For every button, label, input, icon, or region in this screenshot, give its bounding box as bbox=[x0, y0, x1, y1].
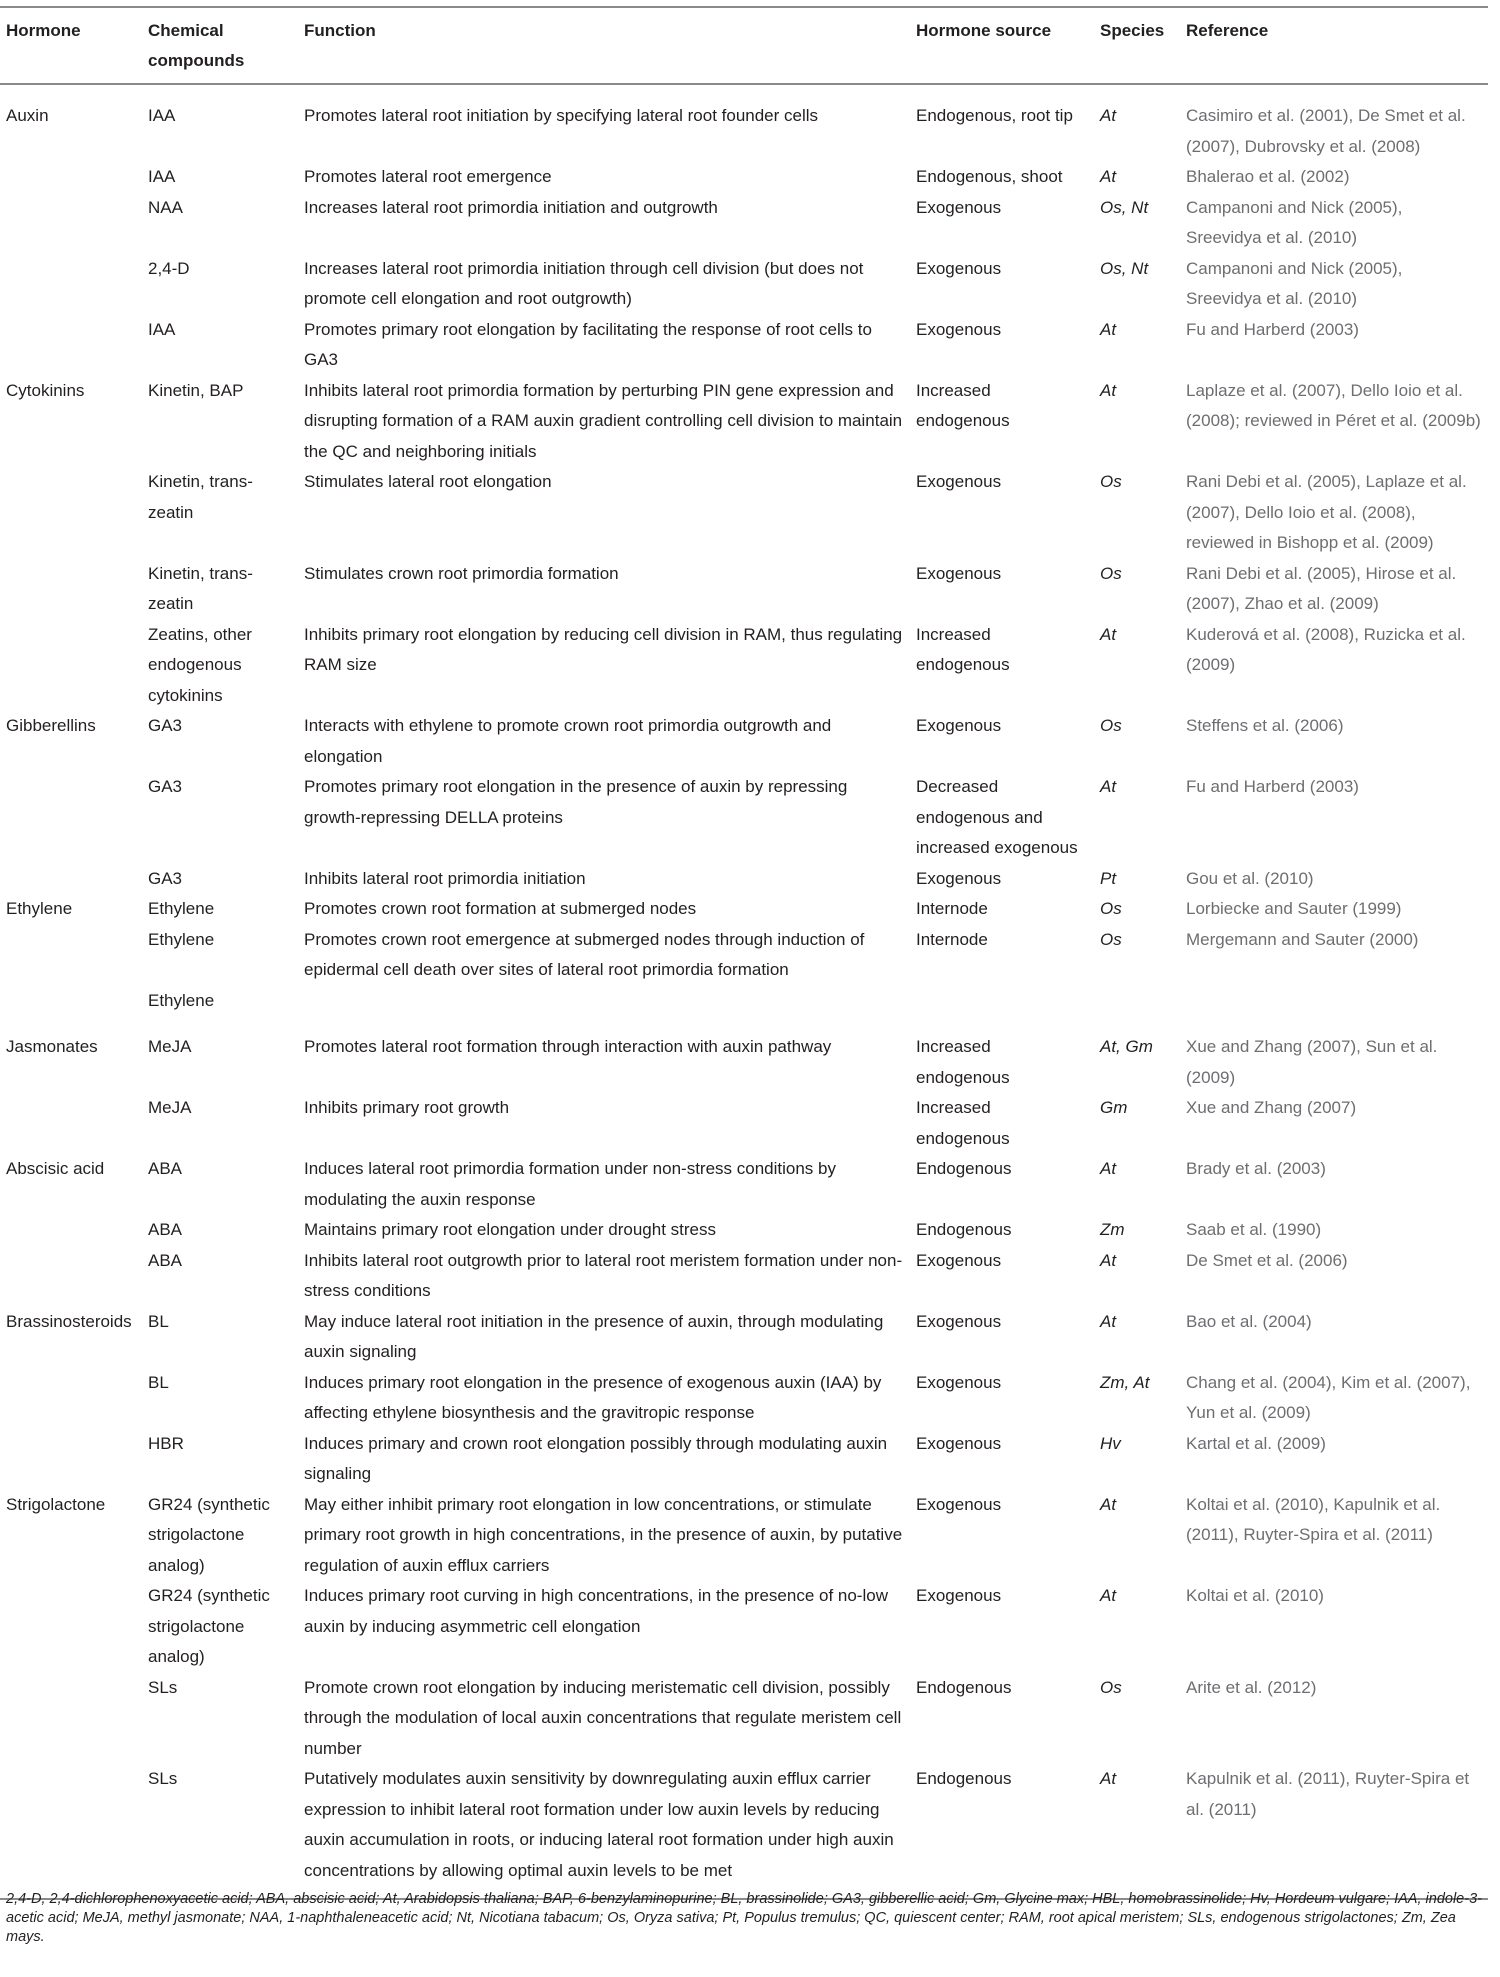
function-cell: Putatively modulates auxin sensitivity by downregulating auxin efflux carrier expression to inhibit lateral root formation under low auxin levels by reducing auxin accumulation in roots, or inducing lateral root formation under high auxin concentrations by allowing optimal auxin levels to be met bbox=[304, 1769, 894, 1880]
function-cell bbox=[298, 986, 910, 1017]
source-cell: Endogenous bbox=[916, 1677, 1012, 1697]
source-cell: Exogenous bbox=[916, 1433, 1002, 1453]
hormone-cell bbox=[0, 772, 142, 864]
reference-cell: Chang et al. (2004), Kim et al. (2007), Yun et al. (2009) bbox=[1186, 1372, 1471, 1422]
hormone-cell bbox=[0, 1764, 142, 1899]
compound-cell: Kinetin, trans-zeatin bbox=[148, 563, 253, 613]
hormone-cell bbox=[0, 925, 142, 986]
hormone-cell: Strigolactone bbox=[6, 1494, 106, 1514]
function-cell: May induce lateral root initiation in the presence of auxin, through modulating auxin signaling bbox=[304, 1311, 884, 1361]
compound-cell: GR24 (synthetic strigolactone analog) bbox=[148, 1494, 270, 1575]
source-cell: Exogenous bbox=[916, 1494, 1002, 1514]
compound-cell: IAA bbox=[148, 106, 176, 125]
hormone-cell bbox=[0, 467, 142, 559]
table-row bbox=[0, 559, 1488, 620]
compound-cell: Kinetin, trans-zeatin bbox=[148, 472, 253, 522]
table-row bbox=[0, 620, 1488, 712]
source-cell: Internode bbox=[916, 899, 988, 918]
source-cell: Exogenous bbox=[916, 258, 1002, 278]
hormone-cell bbox=[0, 1215, 142, 1246]
compound-cell: GR24 (synthetic strigolactone analog) bbox=[148, 1586, 270, 1666]
hormone-cell: Cytokinins bbox=[6, 380, 85, 400]
reference-cell: Lorbiecke and Sauter (1999) bbox=[1186, 899, 1402, 918]
species-cell: At bbox=[1100, 624, 1117, 644]
species-cell: Zm bbox=[1100, 1220, 1125, 1239]
header-reference: Reference bbox=[1186, 21, 1269, 40]
function-cell: Promotes primary root elongation by facilitating the response of root cells to GA3 bbox=[304, 319, 872, 369]
table-row bbox=[0, 1154, 1488, 1215]
function-cell: Stimulates crown root primordia formation bbox=[304, 563, 619, 583]
species-cell: Os bbox=[1100, 929, 1122, 949]
table-row bbox=[0, 772, 1488, 864]
table-row bbox=[0, 84, 1488, 162]
table-footnote: 2,4-D, 2,4-dichlorophenoxyacetic acid; ABA, abscisic acid; At, Arabidopsis thaliana; BAP, 6-benzylaminopurine; BL, brassinolide; GA3, gibberellic acid; Gm, Glycine max; HBL, homobrassinolide; Hv, Hordeum vulgare; IAA, indole-3-acetic acid; MeJA, methyl jasmonate; NAA, 1-naphthaleneacetic acid; Nt, Nicotiana tabacum; Os, Oryza sativa; Pt, Populus tremulus; QC, quiescent center; RAM, root apical meristem; SLs, endogenous strigolactones; Zm, Zea mays. bbox=[6, 1891, 1482, 1945]
compound-cell: GA3 bbox=[148, 868, 183, 888]
table-row bbox=[0, 894, 1488, 925]
reference-cell: Rani Debi et al. (2005), Laplaze et al. (2007), Dello Ioio et al. (2008), reviewed in Bishopp et al. (2009) bbox=[1186, 472, 1467, 552]
hormone-cell bbox=[0, 986, 142, 1017]
table-row bbox=[0, 925, 1488, 986]
compound-cell: IAA bbox=[148, 319, 176, 339]
function-cell: Maintains primary root elongation under drought stress bbox=[304, 1220, 716, 1239]
hormone-cell: Gibberellins bbox=[6, 716, 96, 735]
species-cell: Zm, At bbox=[1100, 1372, 1150, 1392]
header-species: Species bbox=[1100, 21, 1165, 40]
reference-cell: Fu and Harberd (2003) bbox=[1186, 777, 1359, 796]
hormone-cell bbox=[0, 559, 142, 620]
function-cell: Promotes lateral root initiation by specifying lateral root founder cells bbox=[304, 106, 819, 125]
function-cell: Promotes lateral root formation through interaction with auxin pathway bbox=[304, 1037, 832, 1056]
function-cell: Increases lateral root primordia initiation and outgrowth bbox=[304, 197, 718, 217]
table-row bbox=[0, 315, 1488, 376]
compound-cell: HBR bbox=[148, 1433, 184, 1453]
source-cell: Decreased endogenous and increased exogenous bbox=[916, 777, 1078, 857]
hormone-cell bbox=[0, 620, 142, 712]
species-cell: Os bbox=[1100, 1677, 1122, 1697]
species-cell: At bbox=[1100, 1494, 1117, 1514]
species-cell: Os bbox=[1100, 716, 1122, 735]
compound-cell: IAA bbox=[148, 167, 176, 186]
species-cell: Os bbox=[1100, 899, 1122, 918]
compound-cell: 2,4-D bbox=[148, 258, 190, 278]
source-cell: Internode bbox=[916, 929, 988, 949]
species-cell: Gm bbox=[1100, 1098, 1128, 1117]
function-cell: Promotes lateral root emergence bbox=[304, 167, 552, 186]
compound-cell: Ethylene bbox=[148, 899, 215, 918]
reference-cell: Kuderová et al. (2008), Ruzicka et al. (2009) bbox=[1186, 624, 1466, 674]
table-header-row bbox=[0, 7, 1488, 84]
table-row bbox=[0, 254, 1488, 315]
function-cell: Promote crown root elongation by inducing meristematic cell division, possibly through the modulation of local auxin concentrations that regulate meristem cell number bbox=[304, 1677, 902, 1758]
compound-cell: MeJA bbox=[148, 1037, 192, 1056]
reference-cell: Saab et al. (1990) bbox=[1186, 1220, 1322, 1239]
species-cell: At bbox=[1100, 1159, 1117, 1178]
compound-cell: SLs bbox=[148, 1769, 178, 1788]
species-cell: At bbox=[1100, 380, 1117, 400]
compound-cell: Ethylene bbox=[148, 929, 215, 949]
source-cell: Increased endogenous bbox=[916, 1098, 1010, 1148]
source-cell: Exogenous bbox=[916, 319, 1002, 339]
table-row bbox=[0, 376, 1488, 468]
reference-cell: Rani Debi et al. (2005), Hirose et al. (2007), Zhao et al. (2009) bbox=[1186, 563, 1457, 613]
header-chemical-compounds: Chemical compounds bbox=[148, 21, 245, 70]
reference-cell: Casimiro et al. (2001), De Smet et al. (2007), Dubrovsky et al. (2008) bbox=[1186, 106, 1466, 156]
reference-cell: Koltai et al. (2010) bbox=[1186, 1586, 1324, 1605]
table-body bbox=[0, 84, 1488, 1899]
source-cell: Exogenous bbox=[916, 716, 1002, 735]
function-cell: Promotes primary root elongation in the presence of auxin by repressing growth-repressing DELLA proteins bbox=[304, 777, 848, 827]
reference-cell: Bhalerao et al. (2002) bbox=[1186, 167, 1350, 186]
table-row bbox=[0, 1368, 1488, 1429]
species-cell: Os, Nt bbox=[1100, 258, 1149, 278]
reference-cell: Xue and Zhang (2007) bbox=[1186, 1098, 1357, 1117]
hormone-cell: Jasmonates bbox=[6, 1037, 98, 1056]
table-row bbox=[0, 162, 1488, 193]
source-cell: Endogenous bbox=[916, 1220, 1012, 1239]
table-row bbox=[0, 1093, 1488, 1154]
reference-cell: Mergemann and Sauter (2000) bbox=[1186, 929, 1419, 949]
source-cell: Endogenous, root tip bbox=[916, 106, 1073, 125]
compound-cell: BL bbox=[148, 1372, 169, 1392]
table-row bbox=[0, 864, 1488, 895]
species-cell: Os, Nt bbox=[1100, 197, 1149, 217]
compound-cell: Kinetin, BAP bbox=[148, 380, 244, 400]
function-cell: Stimulates lateral root elongation bbox=[304, 472, 552, 491]
source-cell: Exogenous bbox=[916, 1586, 1002, 1605]
compound-cell: GA3 bbox=[148, 716, 183, 735]
hormone-cell bbox=[0, 1429, 142, 1490]
function-cell: Inhibits primary root growth bbox=[304, 1098, 510, 1117]
source-cell: Endogenous, shoot bbox=[916, 167, 1063, 186]
table-row bbox=[0, 193, 1488, 254]
hormone-cell bbox=[0, 1093, 142, 1154]
hormone-cell bbox=[0, 315, 142, 376]
reference-cell: Bao et al. (2004) bbox=[1186, 1311, 1312, 1331]
reference-cell: Campanoni and Nick (2005), Sreevidya et al. (2010) bbox=[1186, 258, 1403, 308]
hormone-cell bbox=[0, 1368, 142, 1429]
function-cell: Increases lateral root primordia initiation through cell division (but does not promote cell elongation and root outgrowth) bbox=[304, 258, 864, 308]
table-row bbox=[0, 986, 1488, 1017]
species-cell: At bbox=[1100, 167, 1117, 186]
table-row bbox=[0, 1673, 1488, 1765]
species-cell: At bbox=[1100, 319, 1117, 339]
species-cell: At bbox=[1100, 1250, 1117, 1270]
function-cell: Inhibits lateral root primordia initiation bbox=[304, 868, 586, 888]
compound-cell: BL bbox=[148, 1311, 169, 1331]
reference-cell: Kartal et al. (2009) bbox=[1186, 1433, 1326, 1453]
reference-cell: Arite et al. (2012) bbox=[1186, 1677, 1317, 1697]
source-cell: Increased endogenous bbox=[916, 1037, 1010, 1087]
reference-cell: Laplaze et al. (2007), Dello Ioio et al. (2008); reviewed in Péret et al. (2009b) bbox=[1186, 380, 1481, 430]
table-row bbox=[0, 1581, 1488, 1673]
species-cell: At bbox=[1100, 1769, 1117, 1788]
table-row bbox=[0, 467, 1488, 559]
compound-cell: Ethylene bbox=[148, 990, 215, 1010]
hormone-cell bbox=[0, 1673, 142, 1765]
source-cell: Exogenous bbox=[916, 197, 1002, 217]
reference-cell: De Smet et al. (2006) bbox=[1186, 1250, 1348, 1270]
hormone-cell bbox=[0, 193, 142, 254]
source-cell: Increased endogenous bbox=[916, 624, 1010, 674]
hormone-table bbox=[0, 6, 1488, 1900]
compound-cell: GA3 bbox=[148, 777, 183, 796]
compound-cell: SLs bbox=[148, 1677, 178, 1697]
species-cell: At bbox=[1100, 777, 1117, 796]
reference-cell: Gou et al. (2010) bbox=[1186, 868, 1314, 888]
species-cell: At bbox=[1100, 1586, 1117, 1605]
reference-cell: Steffens et al. (2006) bbox=[1186, 716, 1344, 735]
function-cell: Promotes crown root emergence at submerged nodes through induction of epidermal cell death over sites of lateral root primordia formation bbox=[304, 929, 865, 979]
reference-cell: Campanoni and Nick (2005), Sreevidya et al. (2010) bbox=[1186, 197, 1403, 247]
function-cell: Interacts with ethylene to promote crown root primordia outgrowth and elongation bbox=[304, 716, 832, 766]
hormone-cell: Abscisic acid bbox=[6, 1159, 105, 1178]
reference-cell: Xue and Zhang (2007), Sun et al. (2009) bbox=[1186, 1037, 1438, 1087]
source-cell: Endogenous bbox=[916, 1769, 1012, 1788]
function-cell: May either inhibit primary root elongation in low concentrations, or stimulate primary root growth in high concentrations, in the presence of auxin, by putative regulation of auxin efflux carriers bbox=[304, 1494, 903, 1575]
source-cell: Exogenous bbox=[916, 868, 1002, 888]
header-function: Function bbox=[304, 21, 376, 40]
species-cell: Hv bbox=[1100, 1433, 1121, 1453]
table-row bbox=[0, 711, 1488, 772]
hormone-cell: Auxin bbox=[6, 106, 49, 125]
source-cell: Exogenous bbox=[916, 1250, 1002, 1270]
species-cell: At bbox=[1100, 1311, 1117, 1331]
compound-cell: ABA bbox=[148, 1250, 183, 1270]
compound-cell: Zeatins, other endogenous cytokinins bbox=[148, 624, 252, 705]
table-row bbox=[0, 1490, 1488, 1582]
table-row bbox=[0, 1246, 1488, 1307]
source-cell: Endogenous bbox=[916, 1159, 1012, 1178]
species-cell: At, Gm bbox=[1100, 1037, 1153, 1056]
species-cell: Os bbox=[1100, 563, 1122, 583]
source-cell: Exogenous bbox=[916, 1311, 1002, 1331]
species-cell bbox=[1094, 986, 1180, 1017]
function-cell: Inhibits primary root elongation by reducing cell division in RAM, thus regulating RAM size bbox=[304, 624, 903, 674]
species-cell: Pt bbox=[1100, 868, 1117, 888]
reference-cell: Brady et al. (2003) bbox=[1186, 1159, 1326, 1178]
hormone-cell bbox=[0, 1246, 142, 1307]
compound-cell: NAA bbox=[148, 197, 183, 217]
table-row bbox=[0, 1307, 1488, 1368]
hormone-cell bbox=[0, 254, 142, 315]
hormone-cell: Brassinosteroids bbox=[6, 1311, 132, 1331]
reference-cell: Koltai et al. (2010), Kapulnik et al. (2011), Ruyter-Spira et al. (2011) bbox=[1186, 1494, 1441, 1544]
compound-cell: ABA bbox=[148, 1159, 183, 1178]
species-cell: Os bbox=[1100, 472, 1122, 491]
hormone-cell bbox=[0, 162, 142, 193]
hormone-cell bbox=[0, 1581, 142, 1673]
compound-cell: MeJA bbox=[148, 1098, 192, 1117]
function-cell: Induces primary root elongation in the presence of exogenous auxin (IAA) by affecting ethylene biosynthesis and the gravitropic response bbox=[304, 1372, 882, 1422]
reference-cell: Fu and Harberd (2003) bbox=[1186, 319, 1359, 339]
table-row bbox=[0, 1764, 1488, 1899]
source-cell: Exogenous bbox=[916, 563, 1002, 583]
function-cell: Induces lateral root primordia formation under non-stress conditions by modulating the auxin response bbox=[304, 1159, 836, 1209]
reference-cell bbox=[1180, 986, 1488, 1017]
header-hormone: Hormone bbox=[6, 21, 81, 40]
source-cell: Increased endogenous bbox=[916, 380, 1010, 430]
function-cell: Inhibits lateral root outgrowth prior to lateral root meristem formation under non-stress conditions bbox=[304, 1250, 903, 1300]
function-cell: Induces primary and crown root elongation possibly through modulating auxin signaling bbox=[304, 1433, 888, 1483]
header-hormone-source: Hormone source bbox=[916, 21, 1052, 40]
hormone-cell bbox=[0, 864, 142, 895]
source-cell: Exogenous bbox=[916, 1372, 1002, 1392]
hormone-cell: Ethylene bbox=[6, 899, 73, 918]
source-cell: Exogenous bbox=[916, 472, 1002, 491]
source-cell bbox=[910, 986, 1094, 1017]
table-row bbox=[0, 1016, 1488, 1093]
function-cell: Induces primary root curving in high concentrations, in the presence of no-low auxin by inducing asymmetric cell elongation bbox=[304, 1586, 888, 1636]
function-cell: Promotes crown root formation at submerged nodes bbox=[304, 899, 697, 918]
function-cell: Inhibits lateral root primordia formation by perturbing PIN gene expression and disrupting formation of a RAM auxin gradient controlling cell division to maintain the QC and neighboring initials bbox=[304, 380, 903, 461]
reference-cell: Kapulnik et al. (2011), Ruyter-Spira et al. (2011) bbox=[1186, 1769, 1470, 1819]
species-cell: At bbox=[1100, 106, 1117, 125]
table-row bbox=[0, 1215, 1488, 1246]
compound-cell: ABA bbox=[148, 1220, 183, 1239]
table-row bbox=[0, 1429, 1488, 1490]
